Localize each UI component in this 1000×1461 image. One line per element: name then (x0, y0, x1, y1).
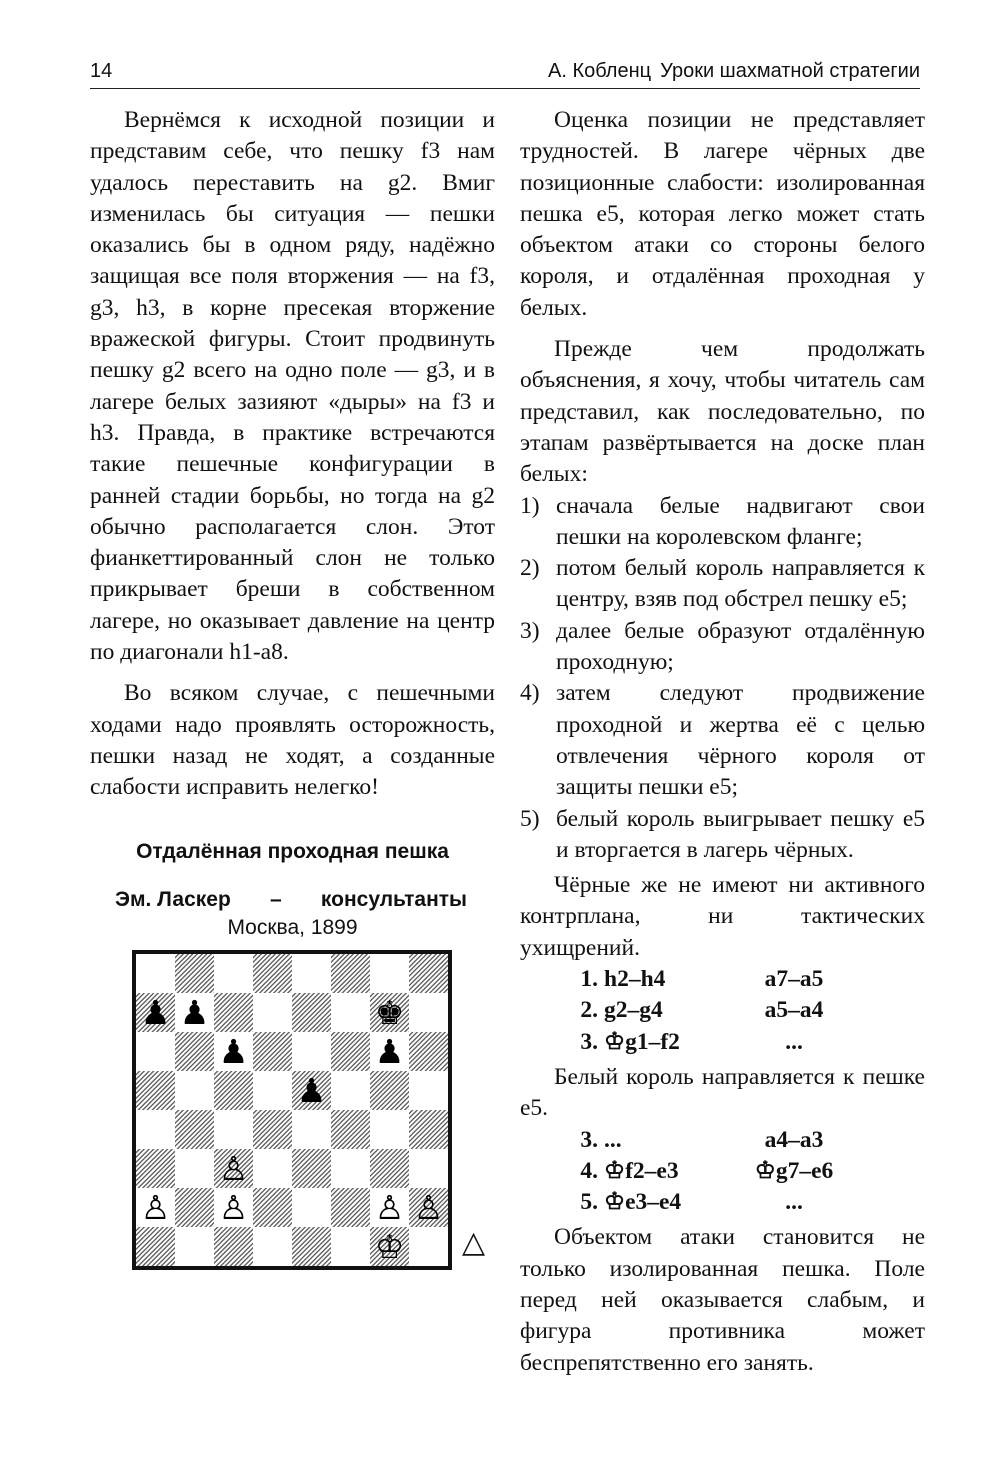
board-square-g5 (370, 1071, 409, 1110)
plan-item-text: сначала белые надвигают свои пешки на королевском фланге; (556, 492, 925, 550)
board-square-g3 (370, 1149, 409, 1188)
black-pawn-a7-icon: ♟ (140, 992, 171, 1032)
board-square-c4 (214, 1110, 253, 1149)
black-pawn-b7-icon: ♟ (179, 992, 210, 1032)
white-move: g2–g4 (604, 997, 663, 1024)
board-square-b2 (175, 1188, 214, 1227)
board-square-e2 (292, 1188, 331, 1227)
board-square-a4 (136, 1110, 175, 1149)
players-dash: – (269, 887, 282, 911)
board-square-b3 (175, 1149, 214, 1188)
move-row (520, 1027, 925, 1058)
board-square-f2 (331, 1188, 370, 1227)
board-square-d5 (253, 1071, 292, 1110)
plan-item (520, 804, 925, 867)
board-square-e3 (292, 1149, 331, 1188)
section-title: Отдалённая проходная пешка (136, 839, 449, 863)
black-move: ... (785, 1189, 803, 1216)
plan-item-text: белый король выигрывает пешку e5 и вторгается в лагерь чёрных. (556, 805, 925, 863)
paragraph: Оценка позиции не представляет трудностей. В лагере чёрных две позиционные слабости: изолированная пешка e5, которая легко может стать объектом атаки со стороны белого короля, и отдалённая проходная у белых. (520, 107, 925, 321)
paragraph: Прежде чем продолжать объяснения, я хочу, чтобы читатель сам представил, как последовательно, по этапам развёртывается на доске план белых: (520, 336, 925, 488)
board-square-f3 (331, 1149, 370, 1188)
black-move: ... (785, 1028, 803, 1055)
plan-item-number: 1) (520, 492, 540, 519)
board-square-a5 (136, 1071, 175, 1110)
paragraph: Чёрные же не имеют ни активного контрплана, ни тактических ухищрений. (520, 872, 925, 961)
board-square-b6 (175, 1032, 214, 1071)
page-number: 14 (90, 60, 113, 82)
black-pawn-e5-icon: ♟ (296, 1070, 327, 1110)
game-venue: Москва, 1899 (227, 915, 358, 939)
white-pawn-a2-icon: ♙ (140, 1187, 171, 1227)
board-square-e1 (292, 1227, 331, 1266)
move-row (520, 995, 925, 1026)
board-square-h6 (409, 1032, 448, 1071)
white-move: ... (604, 1126, 622, 1153)
plan-item (520, 616, 925, 679)
black-pawn-g6-icon: ♟ (374, 1031, 405, 1071)
board-square-d7 (253, 993, 292, 1032)
board-square-e4 (292, 1110, 331, 1149)
board-square-d2 (253, 1188, 292, 1227)
board-square-d1 (253, 1227, 292, 1266)
plan-item-number: 3) (520, 617, 540, 644)
move-row (520, 1125, 925, 1156)
plan-item (520, 491, 925, 554)
board-square-f6 (331, 1032, 370, 1071)
chess-diagram (132, 950, 486, 1270)
board-square-a8 (136, 954, 175, 993)
white-move: ♔e3–e4 (604, 1189, 682, 1216)
right-column (520, 105, 925, 1389)
plan-item-text: затем следуют продвижение проходной и жертва её с целью отвлечения чёрного короля от защиты пешки e5; (556, 680, 925, 801)
board-square-c7 (214, 993, 253, 1032)
plan-item-number: 2) (520, 555, 540, 582)
game-players (90, 886, 495, 914)
board-square-f1 (331, 1227, 370, 1266)
board-square-b5 (175, 1071, 214, 1110)
moves-block-2 (520, 1125, 925, 1219)
board-square-e8 (292, 954, 331, 993)
plan-item-number: 4) (520, 680, 540, 707)
plan-item-number: 5) (520, 805, 540, 832)
board-square-f7 (331, 993, 370, 1032)
black-pawn-c6-icon: ♟ (218, 1031, 249, 1071)
board-square-f8 (331, 954, 370, 993)
board-square-a3 (136, 1149, 175, 1188)
board-square-a6 (136, 1032, 175, 1071)
paragraph: Объектом атаки становится не только изолированная пешка. Поле перед ней оказывается слабым, и фигура противника может беспрепятственно его занять. (520, 1224, 925, 1376)
black-king-g7-icon: ♚ (374, 992, 405, 1032)
move-number: 2. (580, 997, 598, 1024)
book-title: Уроки шахматной стратегии (660, 60, 920, 82)
plan-item (520, 678, 925, 803)
black-move: a4–a3 (764, 1126, 824, 1153)
board-square-h7 (409, 993, 448, 1032)
board-square-a1 (136, 1227, 175, 1266)
move-row (520, 1187, 925, 1218)
board-square-h4 (409, 1110, 448, 1149)
plan-item-text: потом белый король направляется к центру, взяв под обстрел пешку e5; (556, 555, 925, 613)
board-square-h1 (409, 1227, 448, 1266)
board-square-g8 (370, 954, 409, 993)
move-number: 3. (580, 1028, 598, 1055)
plan-item-text: далее белые образуют отдалённую проходную; (556, 617, 925, 676)
paragraph: Во всяком случае, с пешечными ходами надо проявлять осторожность, пешки назад не ходят, а созданные слабости исправить нелегко! (90, 680, 495, 801)
board-square-c8 (214, 954, 253, 993)
moves-block-1 (520, 964, 925, 1058)
board-square-h8 (409, 954, 448, 993)
board-square-f5 (331, 1071, 370, 1110)
left-column (90, 105, 495, 1270)
running-header (90, 58, 920, 89)
board-square-c5 (214, 1071, 253, 1110)
board-square-g4 (370, 1110, 409, 1149)
black-player: консультанты (320, 887, 467, 911)
white-pawn-c2-icon: ♙ (218, 1187, 249, 1227)
paragraph: Белый король направляется к пешке e5. (520, 1063, 925, 1122)
black-move: a5–a4 (764, 997, 824, 1024)
board-square-d8 (253, 954, 292, 993)
plan-item (520, 553, 925, 616)
board-square-h3 (409, 1149, 448, 1188)
black-move: a7–a5 (764, 966, 824, 993)
move-number: 1. (580, 966, 598, 993)
move-row (520, 1156, 925, 1187)
white-move: ♔g1–f2 (604, 1028, 680, 1055)
white-king-g1-icon: ♔ (374, 1226, 405, 1266)
move-number: 3. (580, 1126, 598, 1153)
white-pawn-g2-icon: ♙ (374, 1187, 405, 1227)
board-square-e6 (292, 1032, 331, 1071)
board-square-h5 (409, 1071, 448, 1110)
black-move: ♔g7–e6 (754, 1157, 834, 1184)
board-square-b1 (175, 1227, 214, 1266)
white-player: Эм. Ласкер (115, 887, 231, 911)
white-pawn-h2-icon: ♙ (413, 1187, 444, 1227)
board-square-e7 (292, 993, 331, 1032)
paragraph: Вернёмся к исходной позиции и представим себе, что пешку f3 нам удалось переставить на g2. Вмиг изменилась бы ситуация — пешки оказались бы в одном ряду, надёжно защищая все поля вторжения — на f3, g3, h3, в корне пресекая вторжение вражеской фигуры. Стоит продвинуть пешку g2 всего на одно поле — g3, и в лагере белых зазияют «дыры» на f3 и h3. Правда, в практике встречаются такие пешечные конфигурации в ранней стадии борьбы, но тогда на g2 обычно располагается слон. Этот фианкеттированный слон не только прикрывает бреши в собственном лагере, но оказывает давление на центр по диагонали h1-a8. (90, 107, 495, 666)
white-to-move-icon: △ (462, 1224, 486, 1260)
board-square-d6 (253, 1032, 292, 1071)
board-square-d4 (253, 1110, 292, 1149)
board-square-d3 (253, 1149, 292, 1188)
move-number: 5. (580, 1189, 598, 1216)
white-move: h2–h4 (604, 966, 666, 993)
white-pawn-c3-icon: ♙ (218, 1148, 249, 1188)
board-square-f4 (331, 1110, 370, 1149)
board-square-c1 (214, 1227, 253, 1266)
board-square-b4 (175, 1110, 214, 1149)
white-move: ♔f2–e3 (604, 1157, 679, 1184)
move-number: 4. (580, 1157, 598, 1184)
author-name: А. Кобленц (548, 60, 652, 82)
plan-list (520, 491, 925, 867)
move-row (520, 964, 925, 995)
board-square-b8 (175, 954, 214, 993)
chess-board (132, 950, 452, 1270)
